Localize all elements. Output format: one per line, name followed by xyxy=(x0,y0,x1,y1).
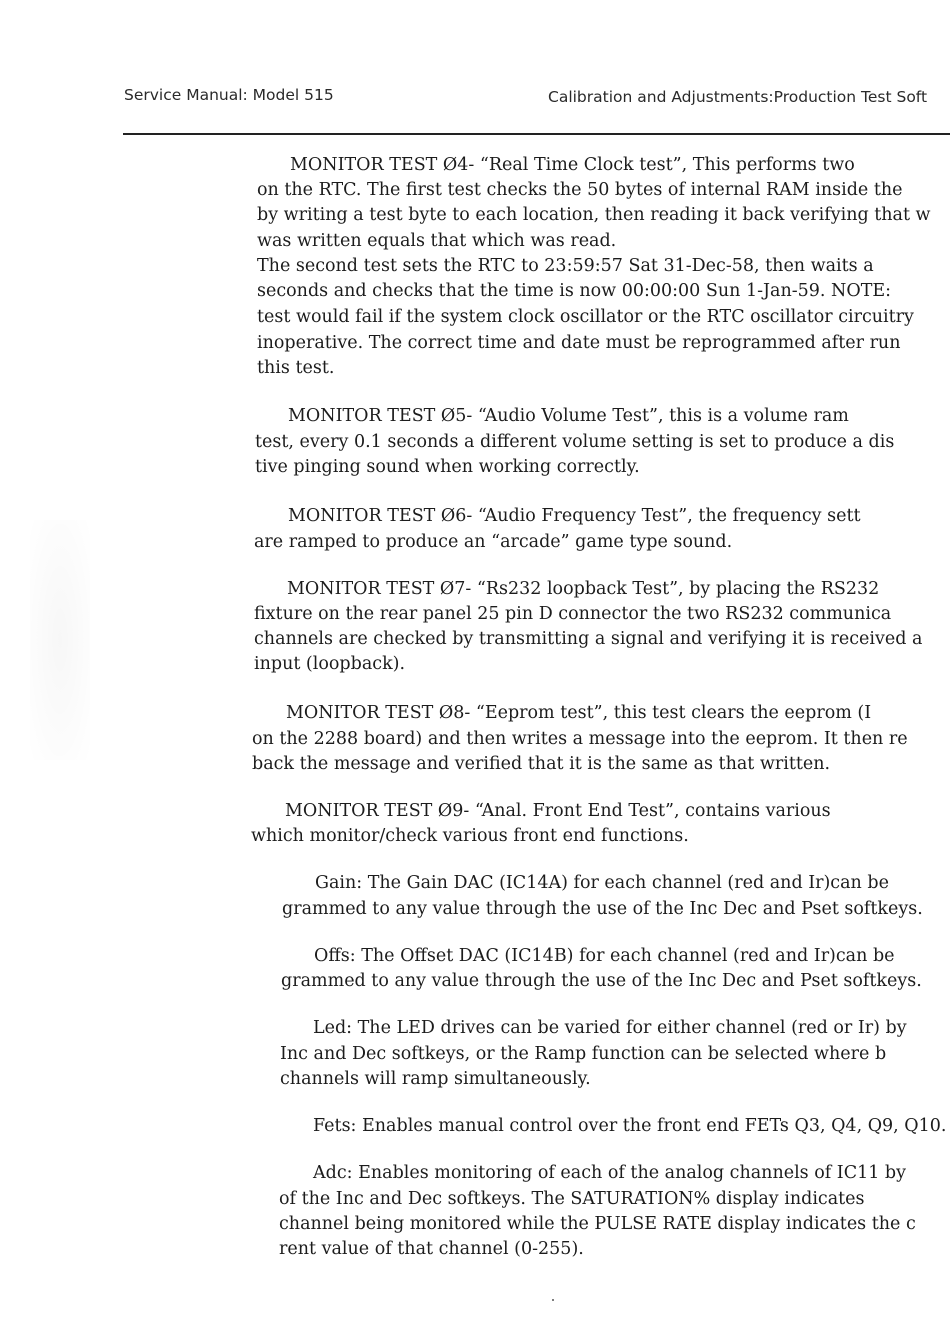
text-line: Adc: Enables monitoring of each of the analog channels of IC11 by xyxy=(313,1163,907,1183)
text-line: fixture on the rear panel 25 pin D connector the two RS232 communica xyxy=(254,604,892,624)
text-line: back the message and verified that it is the same as that written. xyxy=(252,754,831,774)
text-line: MONITOR TEST Ø6- “Audio Frequency Test”, the frequency sett xyxy=(288,506,861,526)
text-line: MONITOR TEST Ø5- “Audio Volume Test”, this is a volume ram xyxy=(288,406,849,426)
text-line: The second test sets the RTC to 23:59:57 Sat 31-Dec-58, then waits a xyxy=(257,256,874,276)
text-line: on the 2288 board) and then writes a message into the eeprom. It then re xyxy=(252,729,908,749)
text-line: on the RTC. The first test checks the 50 bytes of internal RAM inside the xyxy=(257,180,903,200)
text-line: was written equals that which was read. xyxy=(257,231,617,251)
text-line: Gain: The Gain DAC (IC14A) for each channel (red and Ir)can be xyxy=(315,873,889,893)
page-header xyxy=(0,86,950,110)
text-line: tive pinging sound when working correctly. xyxy=(255,457,640,477)
text-line: are ramped to produce an “arcade” game type sound. xyxy=(254,532,733,552)
text-line: inoperative. The correct time and date must be reprogrammed after run xyxy=(257,333,901,353)
text-line: channel being monitored while the PULSE RATE display indicates the c xyxy=(279,1214,916,1234)
text-line: seconds and checks that the time is now 00:00:00 Sun 1-Jan-59. NOTE: xyxy=(257,281,892,301)
page-shadow xyxy=(30,520,90,760)
text-line: MONITOR TEST Ø9- “Anal. Front End Test”, contains various xyxy=(285,801,831,821)
text-line: Inc and Dec softkeys, or the Ramp function can be selected where b xyxy=(280,1044,887,1064)
text-line: test would fail if the system clock oscillator or the RTC oscillator circuitry xyxy=(257,307,914,327)
text-line: MONITOR TEST Ø4- “Real Time Clock test”, This performs two xyxy=(290,155,855,175)
text-line: channels will ramp simultaneously. xyxy=(280,1069,591,1089)
text-line: input (loopback). xyxy=(254,654,406,674)
text-line: by writing a test byte to each location, then reading it back verifying that w xyxy=(257,205,931,225)
text-line: Led: The LED drives can be varied for either channel (red or Ir) by xyxy=(313,1018,907,1038)
header-divider xyxy=(123,133,950,135)
text-line: grammed to any value through the use of the Inc Dec and Pset softkeys. xyxy=(281,971,922,991)
text-line: channels are checked by transmitting a signal and verifying it is received a xyxy=(254,629,923,649)
header-section-title: Calibration and Adjustments:Production Test Soft xyxy=(548,88,928,106)
text-line: test, every 0.1 seconds a different volume setting is set to produce a dis xyxy=(255,432,895,452)
text-line: Fets: Enables manual control over the front end FETs Q3, Q4, Q9, Q10. xyxy=(313,1116,947,1136)
text-line: this test. xyxy=(257,358,335,378)
text-line: MONITOR TEST Ø8- “Eeprom test”, this test clears the eeprom (I xyxy=(286,703,872,723)
text-line: which monitor/check various front end functions. xyxy=(251,826,689,846)
text-line: grammed to any value through the use of the Inc Dec and Pset softkeys. xyxy=(282,899,923,919)
page-mark xyxy=(552,1299,554,1301)
text-line: rent value of that channel (0-255). xyxy=(279,1239,584,1259)
header-manual-title: Service Manual: Model 515 xyxy=(124,86,334,104)
text-line: Offs: The Offset DAC (IC14B) for each channel (red and Ir)can be xyxy=(314,946,895,966)
text-line: MONITOR TEST Ø7- “Rs232 loopback Test”, by placing the RS232 xyxy=(287,579,880,599)
text-line: of the Inc and Dec softkeys. The SATURATION% display indicates xyxy=(279,1189,865,1209)
